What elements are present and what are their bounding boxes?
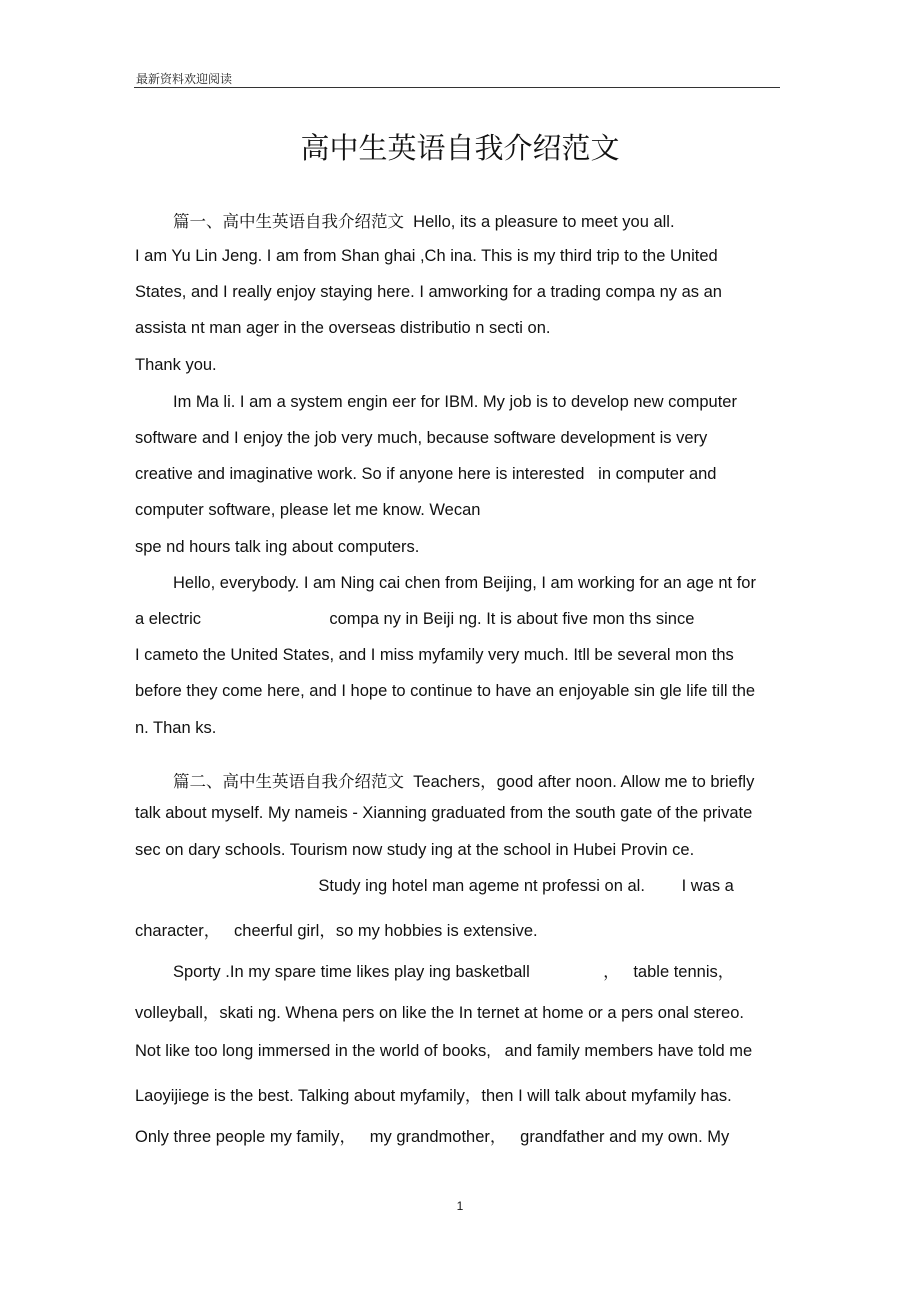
text-line: Im Ma li. I am a system engin eer for IBM. My job is to develop new computer [173,393,737,411]
text-line: States, and I really enjoy staying here. I amworking for a trading compa ny as an [135,283,722,301]
text-line: Study ing hotel man ageme nt professi on al. I was a [135,877,734,895]
text-line: Laoyijiege is the best. Talking about myfamily，then I will talk about myfamily has. [135,1087,732,1105]
text-line: Sporty .In my spare time likes play ing basketball ， table tennis， [173,963,735,981]
text-line: character， cheerful girl，so my hobbies is extensive. [135,922,538,940]
text-line: 篇一、高中生英语自我介绍范文 Hello, its a pleasure to meet you all. [173,213,675,231]
page-header: 最新资料欢迎阅读 [136,72,233,86]
text-line: Thank you. [135,356,217,374]
text-line: sec on dary schools. Tourism now study ing at the school in Hubei Provin ce. [135,841,695,859]
text-line: n. Than ks. [135,719,217,737]
text-line: I am Yu Lin Jeng. I am from Shan ghai ,Ch ina. This is my third trip to the United [135,247,718,265]
header-rule [134,87,780,88]
text-line: talk about myself. My nameis - Xianning graduated from the south gate of the private [135,804,753,822]
text-line: spe nd hours talk ing about computers. [135,538,420,556]
document-title: 高中生英语自我介绍范文 [300,133,620,165]
text-line: I cameto the United States, and I miss myfamily very much. Itll be several mon ths [135,646,734,664]
text-line: assista nt man ager in the overseas distributio n secti on. [135,319,551,337]
text-line: Not like too long immersed in the world of books, and family members have told me [135,1042,753,1060]
text-line: 篇二、高中生英语自我介绍范文 Teachers，good after noon. Allow me to briefly [173,773,755,791]
page-number: 1 [456,1199,464,1213]
text-line: a electric compa ny in Beiji ng. It is about five mon ths since [135,610,695,628]
text-line: Only three people my family， my grandmother， grandfather and my own. My [135,1128,730,1146]
text-line: Hello, everybody. I am Ning cai chen from Beijing, I am working for an age nt for [173,574,756,592]
text-line: creative and imaginative work. So if anyone here is interested in computer and [135,465,717,483]
text-line: software and I enjoy the job very much, because software development is very [135,429,708,447]
text-line: volleyball，skati ng. Whena pers on like the In ternet at home or a pers onal stereo. [135,1004,744,1022]
text-line: computer software, please let me know. Wecan [135,501,481,519]
text-line: before they come here, and I hope to continue to have an enjoyable sin gle life till the [135,682,756,700]
